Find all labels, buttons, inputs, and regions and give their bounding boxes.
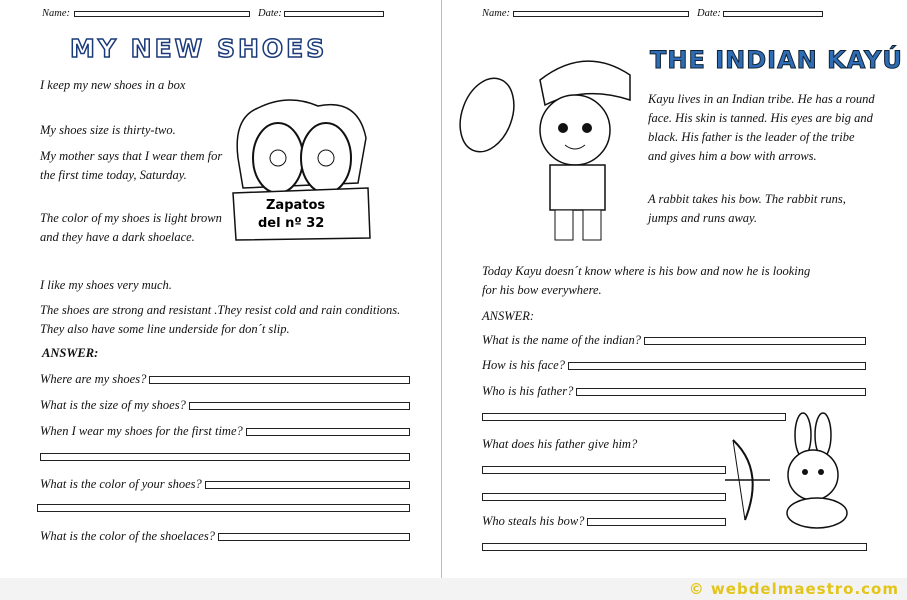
answer-field[interactable]: [644, 337, 866, 345]
question-row: [482, 356, 866, 375]
date-label: Date:: [697, 8, 721, 19]
footer: [0, 578, 907, 600]
date-field[interactable]: [284, 11, 384, 17]
paragraph: The shoes are strong and resistant .They resist cold and rain conditions. They also have some line underside for don´t slip.: [40, 303, 401, 336]
question: What is the name of the indian?: [482, 333, 642, 347]
answer-field[interactable]: [576, 388, 866, 396]
question: What is the color of your shoes?: [40, 477, 202, 491]
box-label: Zapatos: [266, 198, 326, 213]
answer-field[interactable]: [40, 453, 410, 461]
worksheet-title: MY NEW SHOES: [70, 34, 328, 63]
answer-field[interactable]: [149, 376, 410, 384]
box-label: del nº 32: [258, 216, 325, 231]
answer-field[interactable]: [246, 428, 410, 436]
page-divider: [441, 0, 442, 578]
answer-field[interactable]: [587, 518, 726, 526]
answer-field[interactable]: [482, 466, 726, 474]
rabbit-with-bow-illustration: [725, 410, 860, 530]
paragraph: My mother says that I wear them for the first time today, Saturday.: [40, 149, 223, 182]
indian-boy-illustration: [455, 40, 645, 250]
paragraph: My shoes size is thirty-two.: [40, 123, 176, 137]
answer-label: ANSWER:: [42, 346, 99, 360]
question: What does his father give him?: [482, 437, 638, 451]
question-row: [40, 475, 410, 494]
question: What is the size of my shoes?: [40, 398, 186, 412]
name-label: Name:: [42, 8, 70, 19]
question-row: [40, 422, 410, 441]
question-row: [40, 527, 410, 546]
date-label: Date:: [258, 8, 282, 19]
question-row: [482, 512, 726, 531]
paragraph: Kayu lives in an Indian tribe. He has a round face. His skin is tanned. His eyes are big and black. His father is the leader of the tribe and gives him a bow with arrows.: [648, 92, 875, 163]
question-row: [482, 331, 866, 350]
name-field[interactable]: [74, 11, 250, 17]
answer-field[interactable]: [205, 481, 410, 489]
question: Who is his father?: [482, 384, 574, 398]
question-row: [482, 382, 866, 401]
question-row: [40, 370, 410, 389]
question: Who steals his bow?: [482, 514, 585, 528]
name-field[interactable]: [513, 11, 689, 17]
paragraph: Today Kayu doesn´t know where is his bow and now he is looking for his bow everywhere.: [482, 264, 811, 297]
question: When I wear my shoes for the first time?: [40, 424, 243, 438]
answer-label: ANSWER:: [482, 309, 535, 323]
worksheet-title: THE INDIAN KAYÚ: [650, 46, 903, 74]
paragraph: I like my shoes very much.: [40, 278, 172, 292]
question: What is the color of the shoelaces?: [40, 529, 215, 543]
answer-field[interactable]: [37, 504, 410, 512]
answer-field[interactable]: [218, 533, 410, 541]
answer-field[interactable]: [482, 543, 867, 551]
paragraph: A rabbit takes his bow. The rabbit runs, jumps and runs away.: [648, 192, 846, 225]
paragraph: The color of my shoes is light brown and they have a dark shoelace.: [40, 211, 222, 244]
answer-field[interactable]: [568, 362, 866, 370]
question: Where are my shoes?: [40, 372, 147, 386]
name-label: Name:: [482, 8, 510, 19]
copyright-text: © webdelmaestro.com: [688, 580, 899, 598]
shoe-box-illustration: [228, 88, 373, 243]
paragraph: I keep my new shoes in a box: [40, 78, 186, 92]
answer-field[interactable]: [189, 402, 410, 410]
question-row: [40, 396, 410, 415]
question: How is his face?: [482, 358, 565, 372]
answer-field[interactable]: [482, 493, 726, 501]
date-field[interactable]: [723, 11, 823, 17]
